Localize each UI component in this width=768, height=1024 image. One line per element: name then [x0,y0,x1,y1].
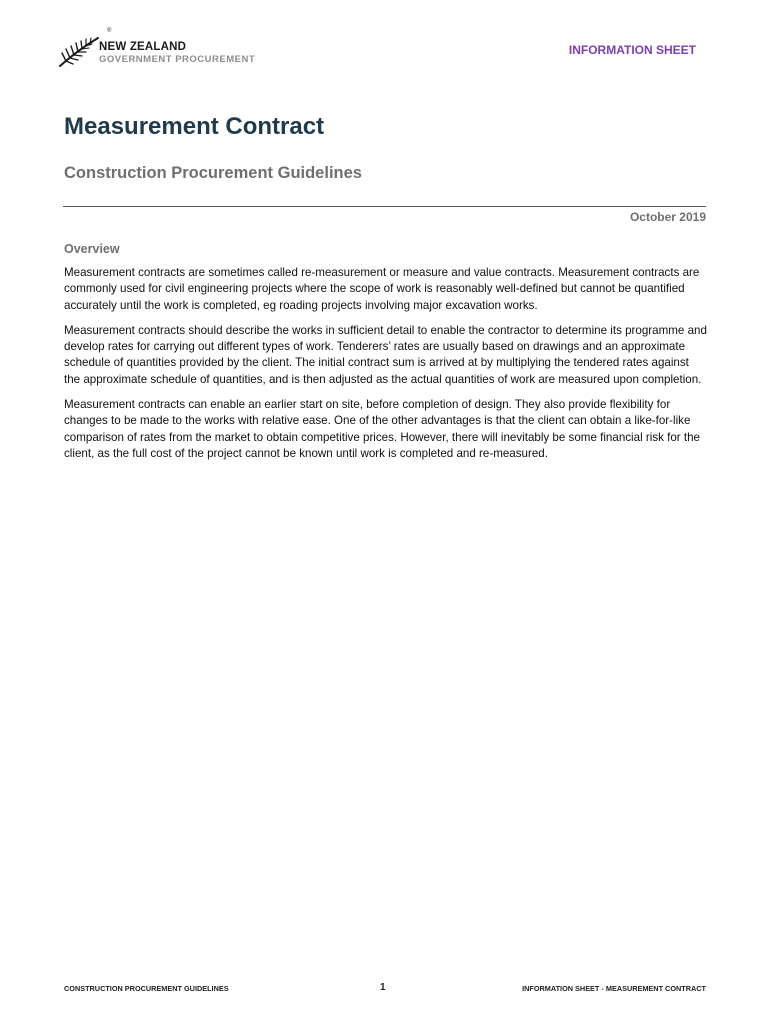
page-title: Measurement Contract [64,113,325,140]
fern-icon [57,34,101,68]
nz-government-procurement-logo [57,28,257,70]
paragraph: Measurement contracts are sometimes called re-measurement or measure and value contracts. Measurement contracts are commonly used for civil engineering projects where the scope of work is reasonably well-defined but cannot be quantified accurately until the work is completed, eg roading projects involving major excavation works. [64,266,700,312]
paragraph: Measurement contracts can enable an earlier start on site, before completion of design. They also provide flexibility for changes to be made to the works with relative ease. One of the other advantages is that the client can obtain a like-for-like comparison of rates from the market to obtain competitive prices. However, there will inevitably be some financial risk for the client, as the full cost of the project cannot be known until work is completed and re-measured. [64,398,700,460]
logo-line-new-zealand: NEW ZEALAND [99,41,187,53]
paragraph: Measurement contracts should describe the works in sufficient detail to enable the contractor to determine its programme and develop rates for carrying out different types of work. Tenderers’ rates are usually based on drawings and an approximate schedule of quantities provided by the client. The initial contract sum is arrived at by multiplying the tendered rates against the approximate schedule of quantities, and is then adjusted as the actual quantities of work are measured upon completion. [64,323,707,386]
footer-document-series: CONSTRUCTION PROCUREMENT GUIDELINES [64,984,229,993]
footer-page-number: 1 [380,982,386,993]
logo-line-government-procurement: GOVERNMENT PROCUREMENT [99,54,256,65]
section-heading-overview: Overview [64,242,120,256]
title-divider [63,206,706,207]
footer-document-name: INFORMATION SHEET - MEASUREMENT CONTRACT [522,984,706,993]
overview-body [64,265,708,471]
information-sheet-label: INFORMATION SHEET [568,43,696,57]
registered-mark: ® [107,28,112,34]
page-subtitle: Construction Procurement Guidelines [64,164,362,182]
publication-date: October 2019 [629,210,706,224]
